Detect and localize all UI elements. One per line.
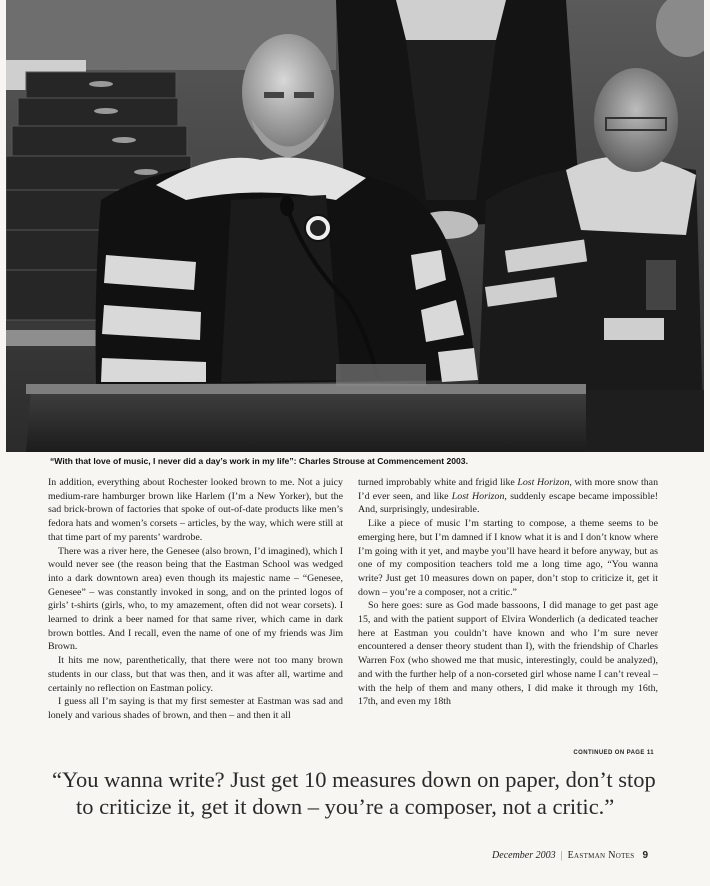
article-column-right	[358, 476, 658, 709]
footer-separator: |	[560, 850, 563, 861]
photo-caption: “With that love of music, I never did a day’s work in my life”: Charles Strouse at Commencement 2003.	[50, 456, 468, 466]
continued-jump-line: CONTINUED ON PAGE 11	[573, 750, 654, 756]
commencement-photo	[6, 0, 704, 452]
pull-quote	[52, 766, 672, 820]
publication-name: Eastman Notes	[567, 850, 635, 861]
paragraph: So here goes: sure as God made bassoons, I did manage to get past age 15, and with the patient support of Elvira Wonderlich (a dedicated teacher here at Eastman you couldn’t have known and who I’m sure never encountered a denser theory student than I), with the friendship of Charles Warren Fox (who showed me that music, interestingly, could be analyzed), and with the further help of a non-corseted girl whose name I can’t reveal – with the help of them and many others, I did make it through my 16th, 17th, and even my 18th	[358, 600, 658, 708]
pull-quote-line-1: “You wanna write? Just get 10 measures down on paper, don’t stop	[52, 767, 656, 792]
pull-quote-line-2: to criticize it, get it down – you’re a composer, not a critic.”	[76, 794, 615, 819]
paragraph: Like a piece of music I’m starting to compose, a theme seems to be emerging here, but I’m damned if I know what it is and I don’t know where I’m going with it yet, and maybe you’ll have heard it before anyway, but as one of my composition teachers told me a long time ago, “You wanna write? Just get 10 measures down on paper, don’t stop to criticize it, get it down – you’re a composer, not a critic.”	[358, 518, 658, 598]
film-title: Lost Horizon	[451, 490, 505, 502]
paragraph: In addition, everything about Rochester looked brown to me. Not a juicy medium-rare hamburger brown like Harlem (I’m a New Yorker), but the sad brick-brown of factories that spoke of out-of-date products like men’s fedora hats and women’s corsets – articles, by the way, which were still at that time part of my parents’ wardrobe.	[48, 477, 343, 543]
paragraph: There was a river here, the Genesee (also brown, I’d imagined), which I would never see (the reason being that the Eastman School was wedged into a dark downtown area) even though its majestic name – “Genesee, Genesee” – was constantly invoked in song, and on the printed logos of girls’ t-shirts (girls, who, to my amazement, often did not wear corsets). I learned to drink a beer named for that same river, which came in dark brown bottles. And I recall, even the name of one of my friends was Jim Brown.	[48, 545, 343, 653]
paragraph: turned improbably white and frigid like Lost Horizon, with more snow than I’d ever seen, and like Lost Horizon, suddenly escape became impossible! And, surprisingly, undesirable.	[358, 477, 659, 516]
page-number: 9	[642, 850, 648, 861]
page-footer	[492, 850, 648, 861]
issue-date: December 2003	[492, 850, 556, 861]
paragraph: It hits me now, parenthetically, that there were not too many brown students in our class, but that was then, and it was after all, wartime and certainly no reflection on Eastman policy.	[48, 655, 343, 694]
paragraph: I guess all I’m saying is that my first semester at Eastman was sad and lonely and various shades of brown, and then – and then it all	[48, 696, 343, 721]
article-column-left	[48, 476, 343, 723]
film-title: Lost Horizon	[517, 477, 570, 488]
